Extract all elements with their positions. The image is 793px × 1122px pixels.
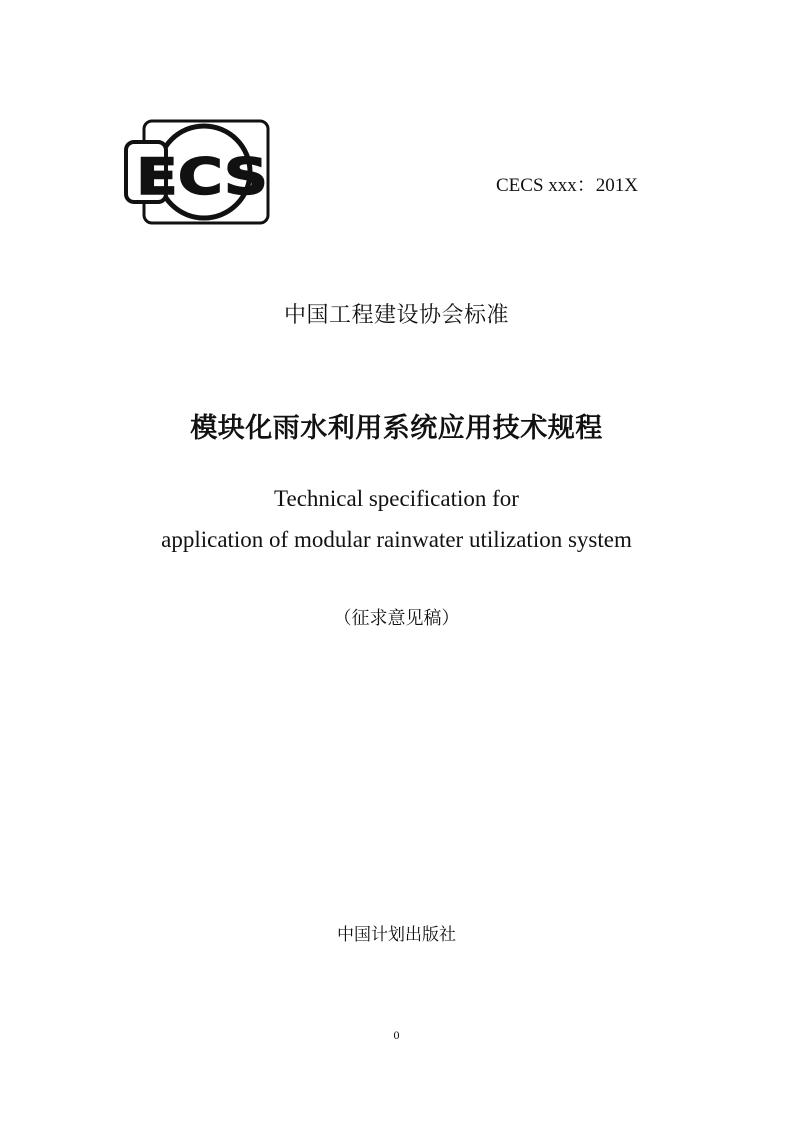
title-english-line1: Technical specification for [274, 486, 519, 511]
cecs-logo-icon [124, 118, 272, 226]
cecs-logo [124, 118, 272, 226]
draft-note: （征求意见稿） [333, 608, 460, 629]
title-chinese: 模块化雨水利用系统应用技术规程 [190, 413, 603, 444]
page-number: 0 [393, 1028, 400, 1042]
org-standard: 中国工程建设协会标准 [283, 303, 509, 328]
title-english-line2: application of modular rainwater utilization system [161, 527, 632, 552]
logo-text: ECS [136, 148, 268, 206]
publisher: 中国计划出版社 [337, 925, 456, 945]
standard-code: CECS xxx：201X [496, 175, 638, 196]
